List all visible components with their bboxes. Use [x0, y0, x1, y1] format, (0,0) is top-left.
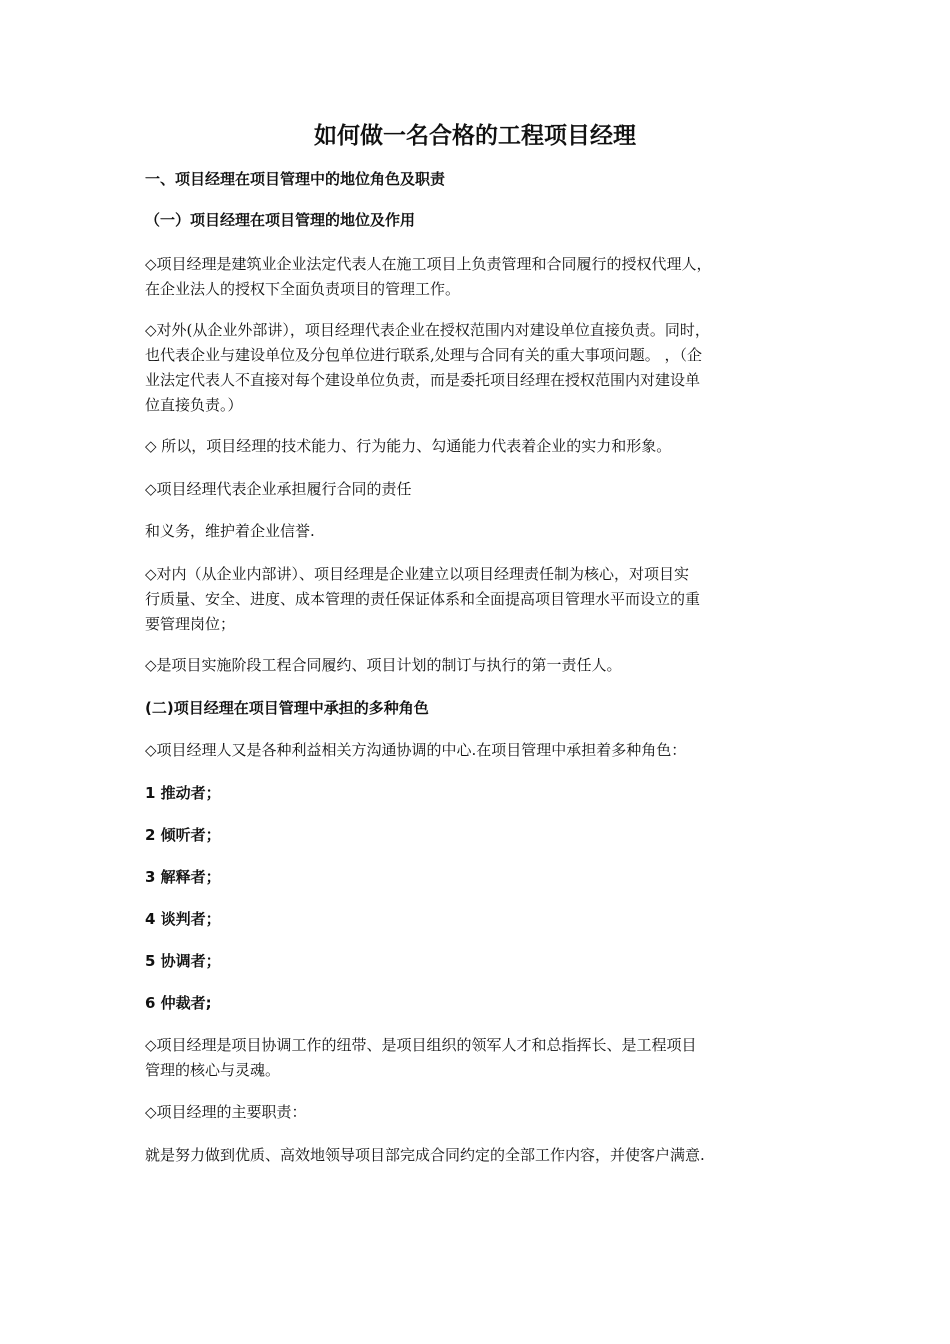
section-heading-1: 一、项目经理在项目管理中的地位角色及职责 [145, 170, 446, 188]
subsection-heading-1: （一）项目经理在项目管理的地位及作用 [145, 211, 416, 229]
paragraph-first-responsible [145, 653, 810, 678]
paragraph-line: 业法定代表人不直接对每个建设单位负责，而是委托项目经理在授权范围内对建设单 [145, 371, 701, 389]
paragraph-external-role [145, 318, 810, 418]
paragraph-line: 要管理岗位； [145, 615, 236, 633]
paragraph-line: 在企业法人的授权下全面负责项目的管理工作。 [145, 280, 461, 298]
paragraph-obligation [145, 519, 810, 544]
paragraph-line: ◇项目经理人又是各种利益相关方沟通协调的中心.在项目管理中承担着多种角色： [145, 741, 687, 759]
paragraph-roles-intro [145, 738, 810, 763]
role-item-negotiator: 4 谈判者； [145, 910, 221, 928]
paragraph-line: 也代表企业与建设单位及分包单位进行联系,处理与合同有关的重大事项问题。 ，（企 [145, 346, 703, 364]
document-title: 如何做一名合格的工程项目经理 [314, 122, 636, 149]
paragraph-main-duties [145, 1100, 810, 1125]
paragraph-line: ◇项目经理的主要职责： [145, 1103, 307, 1121]
paragraph-contract-responsibility [145, 477, 810, 502]
role-item-interpreter: 3 解释者； [145, 868, 221, 886]
paragraph-internal-role [145, 562, 810, 637]
paragraph-line: 和义务，维护着企业信誉. [145, 522, 315, 540]
paragraph-line: 行质量、安全、进度、成本管理的责任保证体系和全面提高项目管理水平而设立的重 [145, 590, 701, 608]
paragraph-capability [145, 434, 810, 459]
paragraph-line: ◇项目经理是建筑业企业法定代表人在施工项目上负责管理和合同履行的授权代理人， [145, 255, 712, 273]
paragraph-core-soul [145, 1033, 810, 1083]
subsection-heading-2: (二)项目经理在项目管理中承担的多种角色 [145, 699, 429, 717]
paragraph-line: 位直接负责。） [145, 396, 243, 414]
paragraph-line: ◇对外(从企业外部讲），项目经理代表企业在授权范围内对建设单位直接负责。同时， [145, 321, 710, 339]
role-item-listener: 2 倾听者； [145, 826, 221, 844]
paragraph-line: ◇ 所以，项目经理的技术能力、行为能力、勾通能力代表着企业的实力和形象。 [145, 437, 672, 455]
paragraph-line: 就是努力做到优质、高效地领导项目部完成合同约定的全部工作内容，并使客户满意. [145, 1146, 705, 1164]
paragraph-line: 管理的核心与灵魂。 [145, 1061, 281, 1079]
paragraph-duty-detail [145, 1143, 810, 1168]
paragraph-line: ◇是项目实施阶段工程合同履约、项目计划的制订与执行的第一责任人。 [145, 656, 622, 674]
paragraph-line: ◇项目经理是项目协调工作的纽带、是项目组织的领军人才和总指挥长、是工程项目 [145, 1036, 697, 1054]
role-item-arbitrator: 6 仲裁者; [145, 994, 212, 1012]
paragraph-line: ◇对内（从企业内部讲）、项目经理是企业建立以项目经理责任制为核心，对项目实 [145, 565, 690, 583]
paragraph-legal-representative [145, 252, 810, 302]
role-item-promoter: 1 推动者； [145, 784, 221, 802]
paragraph-line: ◇项目经理代表企业承担履行合同的责任 [145, 480, 412, 498]
role-item-coordinator: 5 协调者； [145, 952, 221, 970]
